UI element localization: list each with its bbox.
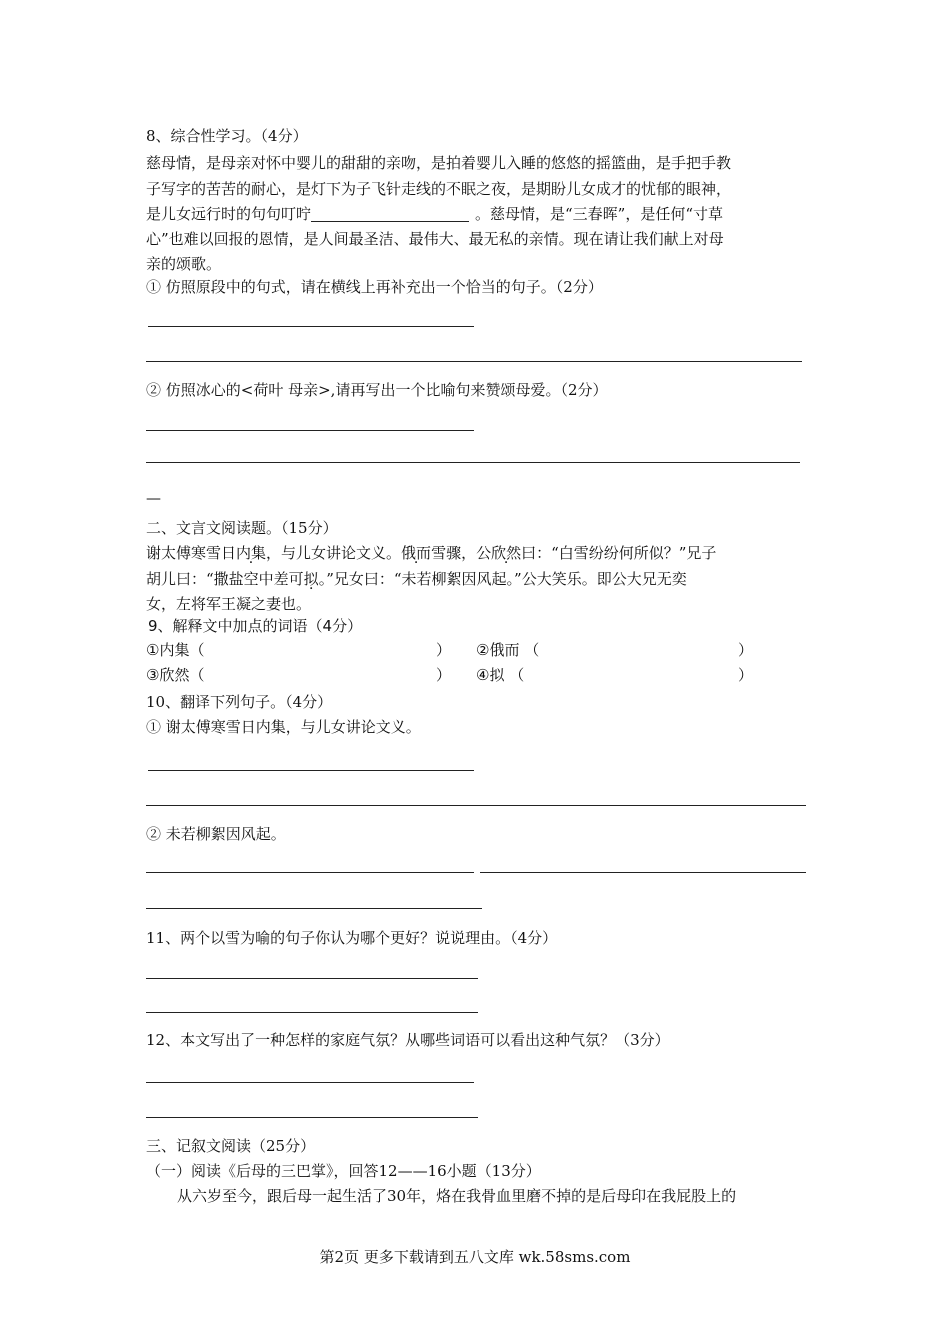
q9-item-3-close: ） <box>436 666 452 684</box>
q8-line-4: 心”也难以回报的恩情，是人间最圣洁、最伟大、最无私的亲情。现在请让我们献上对母 <box>146 230 724 248</box>
passage-text: 胡儿曰：“撒盐空中差可 <box>146 570 304 588</box>
q12-title: 12、本文写出了一种怎样的家庭气氛？从哪些词语可以看出这种气氛？（3分） <box>146 1031 670 1049</box>
section2-passage-line-1 <box>146 543 716 563</box>
q11-answer-line-2[interactable] <box>146 1012 478 1013</box>
q9-item-1: ①内集（ <box>146 641 205 659</box>
q10-s2-answer-line-1a[interactable] <box>146 872 474 873</box>
dotted-word-ewer: 俄而 <box>401 544 432 562</box>
q9-title: 9、解释文中加点的词语（4分） <box>148 617 363 635</box>
passage-text: ，与儿女讲论文义。 <box>266 544 402 562</box>
section2-passage-line-2 <box>146 569 687 589</box>
q12-answer-line-2[interactable] <box>146 1117 478 1118</box>
q12-answer-line-1[interactable] <box>146 1082 474 1083</box>
q10-sentence-1: ① 谢太傅寒雪日内集，与儿女讲论文义。 <box>146 718 421 736</box>
q10-s2-answer-line-1b[interactable] <box>480 872 806 873</box>
q8-fill-blank[interactable] <box>311 205 469 222</box>
q9-item-4: ④拟 （ <box>476 666 525 684</box>
q9-item-2-close: ） <box>738 641 754 659</box>
q8-line-2: 子写字的苦苦的耐心，是灯下为子飞针走线的不眠之夜，是期盼儿女成才的忧郁的眼神， <box>146 180 732 198</box>
dotted-word-xinran: 欣然 <box>491 544 522 562</box>
q10-sentence-2: ② 未若柳絮因风起。 <box>146 825 286 843</box>
q8-sub2: ② 仿照冰心的<荷叶 母亲>,请再写出一个比喻句来赞颂母爱。（2分） <box>146 381 608 399</box>
q8-line-3 <box>146 204 723 224</box>
q10-title: 10、翻译下列句子。（4分） <box>146 693 333 711</box>
section2-title: 二、文言文阅读题。（15分） <box>146 519 338 537</box>
passage-text: 雪骤，公 <box>431 544 492 562</box>
passage-text: 。”兄女曰：“未若柳絮因风起。”公大笑乐。即公大兄无奕 <box>318 570 687 588</box>
q8-line-3-text: 是儿女远行时的句句叮咛 <box>146 205 312 223</box>
passage-text: 曰：“白雪纷纷何所似？”兄子 <box>521 544 717 562</box>
q9-item-2: ②俄而 （ <box>476 641 540 659</box>
q8-sub1: ① 仿照原段中的句式，请在横线上再补充出一个恰当的句子。（2分） <box>146 278 603 296</box>
section3-paragraph-1: 从六岁至今，跟后母一起生活了30年，烙在我骨血里磨不掉的是后母印在我屁股上的 <box>177 1187 737 1205</box>
passage-text: 谢太傅寒雪日 <box>146 544 237 562</box>
q8-sub1-answer-line-1[interactable] <box>148 326 474 327</box>
section3-title: 三、记叙文阅读（25分） <box>146 1137 316 1155</box>
q10-s1-answer-line-1[interactable] <box>148 770 474 771</box>
q10-s2-answer-line-2[interactable] <box>146 908 482 909</box>
q11-title: 11、两个以雪为喻的句子你认为哪个更好？说说理由。（4分） <box>146 929 558 947</box>
q8-dash: — <box>146 489 161 507</box>
q8-title: 8、综合性学习。（4分） <box>146 127 308 145</box>
q8-sub1-answer-line-2[interactable] <box>146 361 802 362</box>
q9-item-3: ③欣然（ <box>146 666 205 684</box>
q9-item-4-close: ） <box>738 666 754 684</box>
q8-line-5: 亲的颂歌。 <box>146 255 222 273</box>
dotted-word-neiji: 内集 <box>236 544 267 562</box>
section2-passage-line-3: 女，左将军王凝之妻也。 <box>146 595 312 613</box>
page-footer: 第2页 更多下载请到五八文库 wk.58sms.com <box>319 1248 631 1266</box>
section3-subtitle: （一）阅读《后母的三巴掌》，回答12——16小题（13分） <box>146 1162 541 1180</box>
q8-sub2-answer-line-1[interactable] <box>146 430 474 431</box>
q11-answer-line-1[interactable] <box>146 978 478 979</box>
dotted-word-ni: 拟 <box>303 570 319 588</box>
q8-line-3-rest: 。慈母情，是“三春晖”，是任何“寸草 <box>475 205 724 223</box>
q10-s1-answer-line-2[interactable] <box>146 805 806 806</box>
q8-sub2-answer-line-2[interactable] <box>146 462 800 463</box>
q9-item-1-close: ） <box>436 641 452 659</box>
q8-line-1: 慈母情，是母亲对怀中婴儿的甜甜的亲吻，是拍着婴儿入睡的悠悠的摇篮曲，是手把手教 <box>146 154 732 172</box>
